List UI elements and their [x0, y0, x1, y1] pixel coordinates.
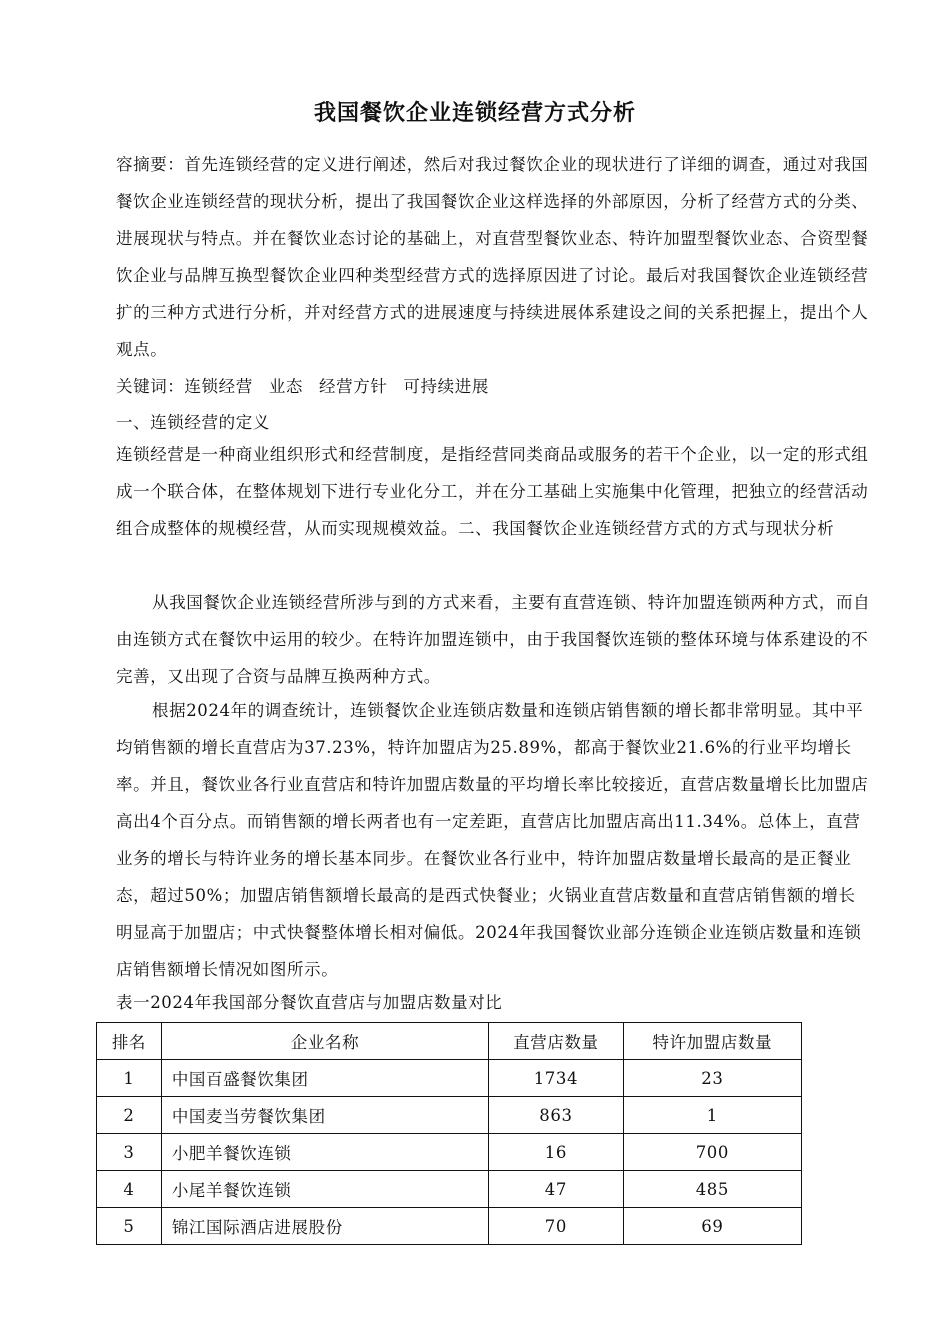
header-direct-stores: 直营店数量 — [489, 1023, 624, 1060]
keyword: 经营方针 — [319, 377, 388, 396]
header-company: 企业名称 — [161, 1023, 488, 1060]
cell-rank: 1 — [97, 1060, 162, 1097]
keywords-label: 关键词： — [116, 377, 185, 396]
cell-direct-stores: 1734 — [489, 1060, 624, 1097]
cell-franchise-stores: 485 — [623, 1171, 801, 1208]
abstract-paragraph: 容摘要：首先连锁经营的定义进行阐述，然后对我过餐饮企业的现状进行了详细的调查，通过对我国餐饮企业连锁经营的现状分析，提出了我国餐饮企业这样选择的外部原因，分析了经营方式的分类、进展现状与特点。并在餐饮业态讨论的基础上，对直营型餐饮业态、特许加盟型餐饮业态、合资型餐饮企业与品牌互换型餐饮企业四种类型经营方式的选择原因进了讨论。最后对我国餐饮企业连锁经营扩的三种方式进行分析，并对经营方式的进展速度与持续进展体系建设之间的关系把握上，提出个人观点。 — [116, 155, 869, 359]
keyword: 业态 — [268, 377, 304, 396]
cell-direct-stores: 47 — [489, 1171, 624, 1208]
statistics-paragraph: 根据2024年的调查统计，连锁餐饮企业连锁店数量和连锁店销售额的增长都非常明显。其中平均销售额的增长直营店为37.23%，特许加盟店为25.89%，都高于餐饮业21.6%的行业平均增长率。并且，餐饮业各行业直营店和特许加盟店数量的平均增长率比较接近，直营店数量增长比加盟店高出4个百分点。而销售额的增长两者也有一定差距，直营店比加盟店高出11.34%。总体上，直营业务的增长与特许业务的增长基本同步。在餐饮业各行业中，特许加盟店数量增长最高的是正餐业态，超过50%；加盟店销售额增长最高的是西式快餐业；火锅业直营店数量和直营店销售额的增长明显高于加盟店；中式快餐整体增长相对偏低。2024年我国餐饮业部分连锁企业连锁店数量和连锁店销售额增长情况如图所示。 — [116, 701, 869, 979]
keyword: 可持续进展 — [403, 377, 489, 396]
table-row — [97, 1134, 802, 1171]
cell-franchise-stores: 69 — [623, 1208, 801, 1245]
table-caption: 表一2024年我国部分餐饮直营店与加盟店数量对比 — [116, 993, 503, 1012]
table-row — [97, 1060, 802, 1097]
cell-franchise-stores: 1 — [623, 1097, 801, 1134]
table-row — [97, 1171, 802, 1208]
keyword: 连锁经营 — [184, 377, 253, 396]
cell-rank: 3 — [97, 1134, 162, 1171]
table-row — [97, 1097, 802, 1134]
cell-direct-stores: 16 — [489, 1134, 624, 1171]
cell-rank: 5 — [97, 1208, 162, 1245]
cell-company: 小肥羊餐饮连锁 — [161, 1134, 488, 1171]
cell-company: 中国百盛餐饮集团 — [161, 1060, 488, 1097]
header-rank: 排名 — [97, 1023, 162, 1060]
definition-paragraph: 连锁经营是一种商业组织形式和经营制度，是指经营同类商品或服务的若干个企业，以一定的形式组成一个联合体，在整体规划下进行专业化分工，并在分工基础上实施集中化管理，把独立的经营活动组合成整体的规模经营，从而实现规模效益。二、我国餐饮企业连锁经营方式的方式与现状分析 — [116, 445, 869, 538]
cell-company: 锦江国际酒店进展股份 — [161, 1208, 488, 1245]
cell-company: 中国麦当劳餐饮集团 — [161, 1097, 488, 1134]
methods-paragraph: 从我国餐饮企业连锁经营所涉与到的方式来看，主要有直营连锁、特许加盟连锁两种方式，而自由连锁方式在餐饮中运用的较少。在特许加盟连锁中，由于我国餐饮连锁的整体环境与体系建设的不完善，又出现了合资与品牌互换两种方式。 — [116, 593, 871, 686]
cell-rank: 4 — [97, 1171, 162, 1208]
table-header-row — [97, 1023, 802, 1060]
keywords-line — [116, 368, 872, 405]
table-row — [97, 1208, 802, 1245]
cell-rank: 2 — [97, 1097, 162, 1134]
cell-franchise-stores: 23 — [623, 1060, 801, 1097]
cell-direct-stores: 863 — [489, 1097, 624, 1134]
header-franchise-stores: 特许加盟店数量 — [623, 1023, 801, 1060]
document-title: 我国餐饮企业连锁经营方式分析 — [313, 101, 636, 126]
cell-franchise-stores: 700 — [623, 1134, 801, 1171]
cell-company: 小尾羊餐饮连锁 — [161, 1171, 488, 1208]
cell-direct-stores: 70 — [489, 1208, 624, 1245]
comparison-table — [96, 1022, 802, 1245]
section-heading: 一、连锁经营的定义 — [116, 413, 270, 432]
